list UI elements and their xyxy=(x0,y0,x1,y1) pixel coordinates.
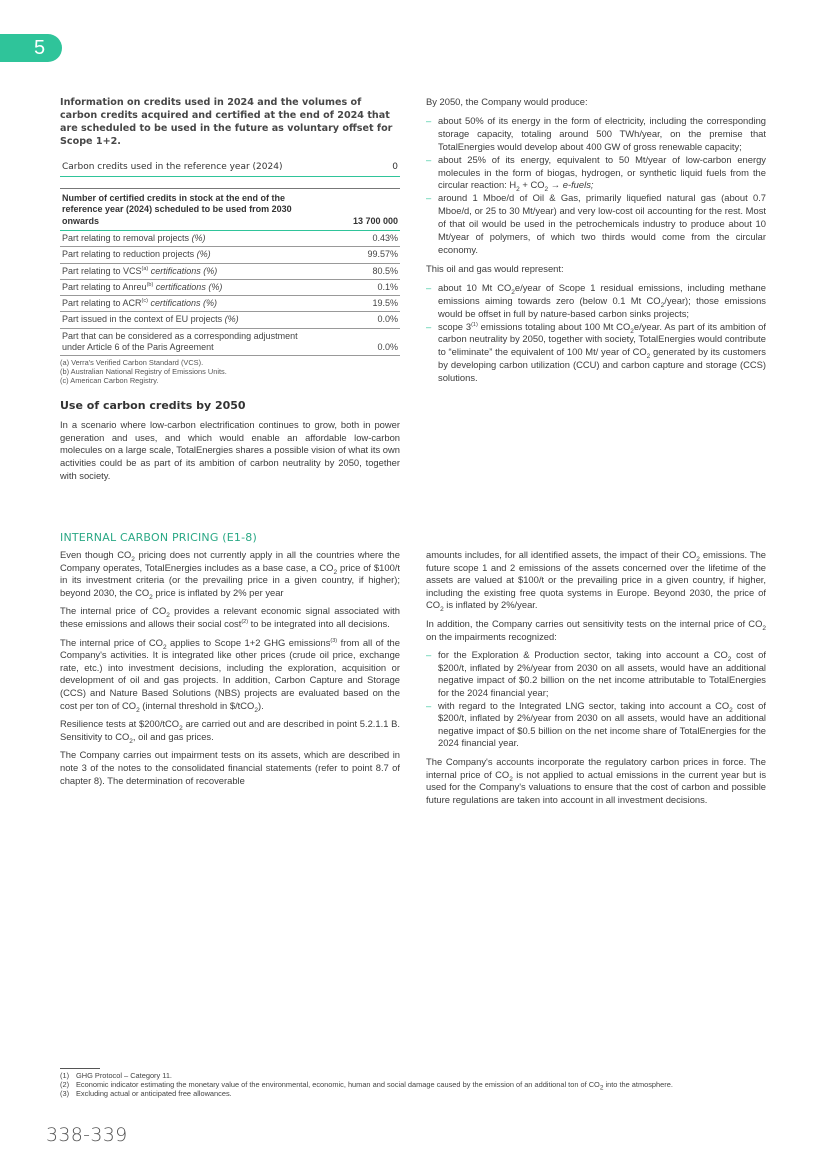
use-credits-text: In a scenario where low-carbon electrification continues to grow, both in power generation and uses, and which would enable an affordable low-carbon molecules on a large scale, TotalEnergies shares a possible vision of what its own activities could be as part of its ambition of carbon neutrality by 2050, together with society. xyxy=(60,418,400,482)
text: with regard to the Integrated LNG sector, taking into account a CO xyxy=(438,699,730,711)
list-item-text: e/year of Scope 1 residual emissions, including methane emissions aiming towards zero (below 0.1 Mt CO xyxy=(438,281,766,306)
table-header-label: Number of certified credits in stock at the end of the reference year (2024) scheduled to be used from 2030 onwards xyxy=(62,192,292,226)
credits-used-label: Carbon credits used in the reference year (2024) xyxy=(62,162,283,172)
row-label: Part relating to ACR xyxy=(62,298,142,309)
icp-paragraph xyxy=(60,605,400,630)
footnote-text: into the atmosphere. xyxy=(603,1080,673,1089)
credits-heading: Information on credits used in 2024 and the volumes of carbon credits acquired and certified at the end of 2024 that are scheduled to be used in the future as voluntary offset for Scope 1+2. xyxy=(60,97,393,147)
table-note: (c) American Carbon Registry. xyxy=(60,375,159,385)
subscript: 2 xyxy=(509,775,513,783)
row-label: Part relating to VCS xyxy=(62,265,142,276)
subscript: 2 xyxy=(762,624,766,632)
emissions-list xyxy=(426,282,766,385)
use-credits-title: Use of carbon credits by 2050 xyxy=(60,398,246,412)
list-item-text: around 1 Mboe/d of Oil & Gas, primarily liquefied natural gas (about 0.7 Mboe/d, or 25 to 30 Mt/year) and very low-cost oil accounting for the rest. Most of that oil would be used in the petrochemicals industry to produce about 10 Mt/year of polymers, of which two thirds would come from the circular economy. xyxy=(438,192,766,255)
icp-title: INTERNAL CARBON PRICING (E1-8) xyxy=(60,531,257,544)
subscript: 2 xyxy=(129,737,133,745)
row-note-ref: (a) xyxy=(141,265,149,272)
text: price is inflated by 2% per year xyxy=(152,586,284,598)
footnote-text: Excluding actual or anticipated free allowances. xyxy=(76,1089,232,1098)
list-item xyxy=(426,115,766,154)
footnote-number: (2) xyxy=(60,1080,70,1089)
subscript: 2 xyxy=(254,706,258,714)
list-item xyxy=(426,192,766,257)
row-unit: (%) xyxy=(196,249,211,260)
icp-paragraph xyxy=(60,549,400,599)
subscript: 2 xyxy=(544,186,549,194)
table-row xyxy=(60,264,400,280)
icp-paragraph xyxy=(60,637,400,713)
row-value: 0.0% xyxy=(377,342,398,353)
subscript: 2 xyxy=(136,706,140,714)
footnote xyxy=(60,1089,766,1098)
credits-used-table xyxy=(60,158,400,177)
by2050-intro: By 2050, the Company would produce: xyxy=(426,96,588,107)
table-note: (b) Australian National Registry of Emissions Units. xyxy=(60,367,227,377)
footnote-divider xyxy=(60,1068,100,1069)
footnote-ref: (2) xyxy=(241,618,249,625)
table-row xyxy=(60,231,400,247)
list-item xyxy=(426,700,766,750)
icp-paragraph xyxy=(426,549,766,612)
oilgas-intro: This oil and gas would represent: xyxy=(426,262,564,274)
text: Even though CO xyxy=(60,549,132,560)
chapter-number: 5 xyxy=(34,37,46,59)
right-upper-column xyxy=(426,96,766,391)
list-item-text: scope 3 xyxy=(438,320,472,332)
text: emissions. The future scope 1 and 2 emissions of the assets concerned over the lifetime of the assets are valued at $100/t or the prevailing price in a given country, if higher, including the existing free quota systems in Europe. Beyond 2030, the price of CO xyxy=(426,549,766,611)
text: In addition, the Company carries out sensitivity tests on the internal price of CO xyxy=(426,617,763,629)
table-note: (a) Verra's Verified Carbon Standard (VCS). xyxy=(60,358,204,368)
text: on the impairments recognized: xyxy=(426,630,557,642)
text: , oil and gas prices. xyxy=(132,730,214,742)
text: The Company's accounts incorporate the regulatory carbon prices in force. The internal price of CO xyxy=(426,755,766,780)
table-header xyxy=(60,188,400,232)
text: ). xyxy=(257,699,264,711)
subscript: 2 xyxy=(162,643,167,651)
footnote xyxy=(60,1080,766,1092)
footnote xyxy=(60,1071,766,1080)
row-value: 99.57% xyxy=(367,249,398,260)
subscript: 2 xyxy=(660,301,665,309)
subscript: 2 xyxy=(727,656,732,664)
list-item-text: + CO xyxy=(519,179,545,191)
row-unit: certifications (%) xyxy=(147,298,217,309)
footnotes xyxy=(60,1068,766,1098)
footnote-number: (1) xyxy=(60,1071,70,1080)
row-label: Part relating to removal projects xyxy=(62,233,192,243)
text: (internal threshold in $/tCO xyxy=(139,699,255,711)
text: from all of the Company's activities. It is integrated like other prices (crude oil price, exchange rate, etc.) into investment decisions, including the exploration, acquisition or development of oil and gas projects. In addition, Carbon Capture and Storage (CCS) and Nature Based Solutions (NBS) projects are evaluated based on the cost per ton of CO xyxy=(60,636,400,711)
subscript: 2 xyxy=(696,555,700,563)
text: cost of $200/t, inflated by 2%/year from 2030 on all assets, would have an additional negative impact of $0.5 billion on the net income share of TotalEnergies for the 2024 financial year. xyxy=(438,699,766,749)
text: cost of $200/t, inflated by 2%/year from 2030 on all assets, would have an additional negative impact of $0.2 billion on the net income attributable to TotalEnergies for the 2024 financial year; xyxy=(438,649,766,698)
certified-credits-table xyxy=(60,188,400,386)
list-item-text: about 25% of its energy, equivalent to 50 Mt/year of low-carbon energy molecules in the form of biogas, hydrogen, or synthetic liquid fuels from the circular reaction: H xyxy=(438,153,766,191)
list-item-text: e/year. As part of its ambition of carbon neutrality by 2050, together with society, TotalEnergies would contribute to “eliminate” the equivalent of 100 Mt/ year of CO xyxy=(438,320,766,358)
subscript: 2 xyxy=(729,706,733,714)
subscript: 2 xyxy=(630,327,634,335)
production-list xyxy=(426,115,766,257)
subscript: 2 xyxy=(511,288,515,296)
list-item xyxy=(426,282,766,321)
row-value: 0.1% xyxy=(377,281,398,292)
table-row xyxy=(60,296,400,312)
left-upper-column xyxy=(60,96,400,489)
text: applies to Scope 1+2 GHG emissions xyxy=(166,636,331,648)
subscript: 2 xyxy=(149,593,153,601)
icp-paragraph xyxy=(60,718,400,743)
icp-paragraph: The Company carries out impairment tests on its assets, which are described in note 3 of the notes to the consolidated financial statements (refer to point 8.7 of chapter 8). The determination of recoverable xyxy=(60,749,400,786)
row-unit: certifications (%) xyxy=(148,265,218,276)
row-value: 0.0% xyxy=(377,314,398,325)
text: is inflated by 2%/year. xyxy=(443,599,538,611)
footnote-text: GHG Protocol – Category 11. xyxy=(76,1071,172,1080)
chapter-tab xyxy=(0,34,62,62)
text: The internal price of CO xyxy=(60,636,163,648)
credits-used-value: 0 xyxy=(392,162,398,172)
sensitivity-list xyxy=(426,649,766,750)
list-item xyxy=(426,154,766,193)
row-value: 80.5% xyxy=(372,265,398,276)
subscript: 2 xyxy=(516,186,520,194)
text: provides a relevant economic signal associated with these emissions and allows their social cost xyxy=(60,605,400,629)
subscript: 2 xyxy=(131,555,135,563)
subscript: 2 xyxy=(166,612,170,620)
text: pricing does not currently apply in all the countries where the Company operates, TotalEnergies includes as a base case, a CO xyxy=(60,549,400,573)
row-label: Part that can be considered as a corresponding adjustment under Article 6 of the Paris Agreement xyxy=(62,330,298,353)
list-item xyxy=(426,321,766,386)
row-unit: certifications (%) xyxy=(153,281,223,292)
row-label: Part issued in the context of EU projects xyxy=(62,314,225,325)
row-unit: (%) xyxy=(224,314,239,325)
list-item-text: generated by its customers by developing carbon utilization (CCU) and carbon capture and storage (CCS) solutions. xyxy=(438,346,766,384)
text: amounts includes, for all identified assets, the impact of their CO xyxy=(426,549,697,560)
text: for the Exploration & Production sector, taking into account a CO xyxy=(438,649,728,661)
table-row xyxy=(60,280,400,296)
list-item-text: about 50% of its energy in the form of electricity, including the corresponding storage capacity, totaling around 500 TWh/year, on the premise that TotalEnergies would develop about 400 GW of gross renewable capacity; xyxy=(438,114,766,152)
list-item xyxy=(426,649,766,699)
text: The internal price of CO xyxy=(60,605,167,617)
table-notes xyxy=(60,359,400,385)
row-value: 0.43% xyxy=(372,233,398,243)
row-label: Part relating to Anreu xyxy=(62,281,147,292)
text: are carried out and are described in point 5.2.1.1 B. Sensitivity to CO xyxy=(60,718,400,742)
list-item-text: emissions totaling about 100 Mt CO xyxy=(477,320,631,332)
table-row xyxy=(60,312,400,328)
icp-left-column xyxy=(60,549,400,793)
subscript: 2 xyxy=(646,353,651,361)
footnote-text: Economic indicator estimating the monetary value of the environmental, economic, human and social damage caused by the emission of an additional ton of CO xyxy=(76,1080,600,1089)
list-item-text: /year); those emissions would be offset in full by nature-based carbon sinks projects; xyxy=(438,294,766,319)
subscript: 2 xyxy=(440,606,444,614)
subscript: 2 xyxy=(179,725,183,732)
icp-paragraph xyxy=(426,756,766,806)
row-note-ref: (b) xyxy=(146,281,154,288)
list-item-text: about 10 Mt CO xyxy=(438,281,512,293)
icp-right-column xyxy=(426,549,766,812)
footnote-ref: (1) xyxy=(471,321,478,328)
icp-paragraph xyxy=(426,618,766,643)
footnote-ref: (3) xyxy=(330,637,338,644)
table-header-value: 13 700 000 xyxy=(352,215,398,226)
row-label: Part relating to reduction projects xyxy=(62,249,197,260)
text: is not applied to actual emissions in the current year but is used for the Company's valuations to ensure that the cost of carbon and possible future regulations are taken into account in all investment decisions. xyxy=(426,768,767,805)
row-value: 19.5% xyxy=(372,298,398,309)
text: Resilience tests at $200/tCO xyxy=(60,718,180,730)
table-row xyxy=(60,329,400,357)
table-row xyxy=(60,247,400,263)
row-unit: (%) xyxy=(191,233,206,243)
page-number: 338-339 xyxy=(46,1124,128,1146)
footnote-number: (3) xyxy=(60,1089,70,1098)
row-note-ref: (c) xyxy=(141,298,148,305)
text: to be integrated into all decisions. xyxy=(248,617,390,629)
subscript: 2 xyxy=(599,1084,604,1092)
subscript: 2 xyxy=(333,568,338,576)
text: price of $100/t in its investment criteria (or the prevailing price in a given country, if higher); beyond 2030, the CO xyxy=(60,561,400,598)
list-item-text: → e-fuels; xyxy=(548,179,594,191)
